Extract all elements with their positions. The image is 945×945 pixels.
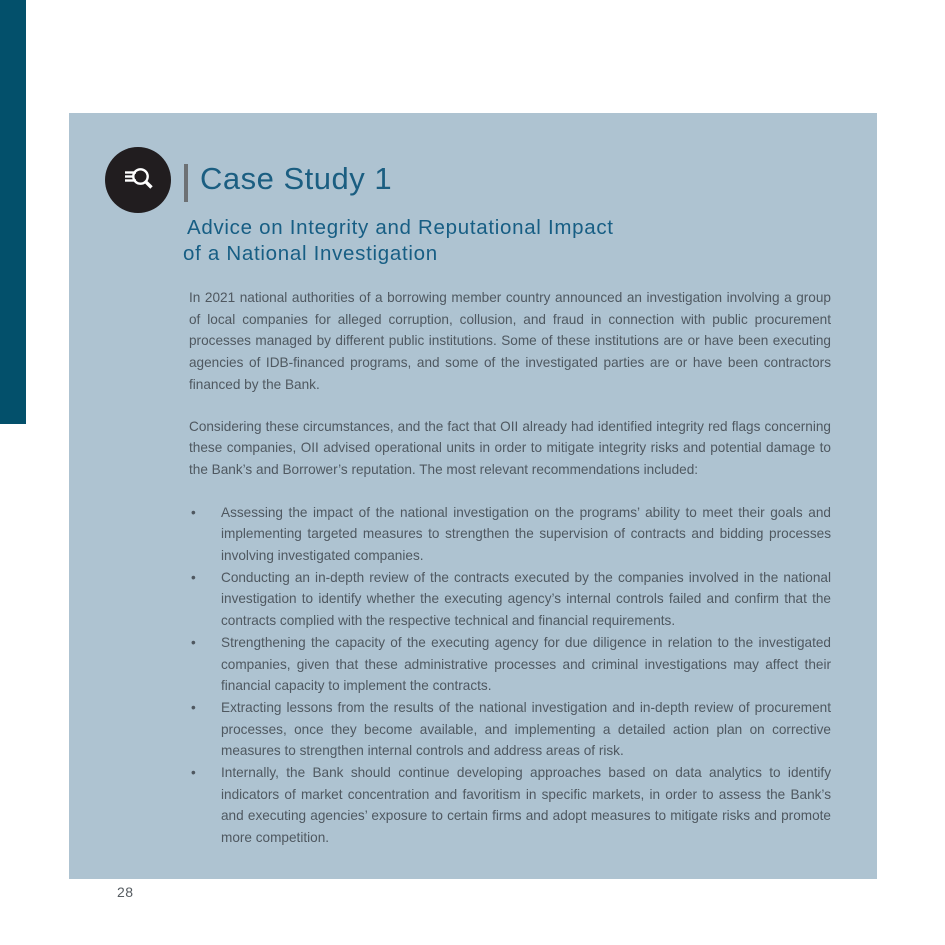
magnifier-search-icon	[105, 147, 171, 213]
bullet-marker: •	[191, 504, 196, 520]
list-item-text: Internally, the Bank should continue developing approaches based on data analytics to identify indicators of market concentration and favoritism in specific markets, in order to assess the Bank’s and executing agencies’ exposure to certain firms and adopt measures to mitigate risks and promote more competition.	[221, 765, 831, 846]
list-item	[189, 762, 831, 849]
list-item-text: Conducting an in-depth review of the contracts executed by the companies involved in the national investigation to identify whether the executing agency’s internal controls failed and confirm that the contracts complied with the respective technical and financial requirements.	[221, 569, 831, 629]
title-divider	[184, 164, 188, 202]
case-study-panel	[69, 113, 877, 879]
list-item	[189, 697, 831, 762]
paragraph: Considering these circumstances, and the fact that OII already had identified integrity red flags concerning these companies, OII advised operational units in order to mitigate integrity risks and potential damage to the Bank’s and Borrower’s reputation. The most relevant recommendations included:	[189, 418, 831, 477]
left-accent-bar	[0, 0, 26, 424]
bullet-marker: •	[191, 634, 196, 650]
list-item	[189, 502, 831, 567]
subtitle-line-1: Advice on Integrity and Reputational Impact	[187, 216, 614, 239]
bullet-marker: •	[191, 765, 196, 781]
list-item	[189, 632, 831, 697]
bullet-marker: •	[191, 699, 196, 715]
magnifier-search-glyph	[118, 160, 158, 200]
page-number: 28	[117, 884, 134, 900]
recommendations-list	[189, 502, 831, 849]
case-study-title: Case Study 1	[200, 161, 393, 196]
list-item-text: Strengthening the capacity of the executing agency for due diligence in relation to the investigated companies, given that these administrative processes and criminal investigations may affect their financial capacity to implement the contracts.	[221, 634, 831, 694]
list-item-text: Assessing the impact of the national investigation on the programs’ ability to meet their goals and implementing targeted measures to strengthen the supervision of contracts and bidding processes involving investigated companies.	[221, 504, 831, 564]
case-study-subtitle	[183, 215, 614, 267]
subtitle-line-2: of a National Investigation	[183, 242, 438, 265]
bullet-marker: •	[191, 569, 196, 585]
case-study-body	[189, 287, 831, 849]
list-item-text: Extracting lessons from the results of the national investigation and in-depth review of procurement processes, once they become available, and implementing a detailed action plan on corrective measures to strengthen internal controls and address areas of risk.	[221, 699, 831, 759]
paragraph: In 2021 national authorities of a borrowing member country announced an investigation involving a group of local companies for alleged corruption, collusion, and fraud in connection with public procurement processes managed by different public institutions. Some of these institutions are or have been executing agencies of IDB-financed programs, and some of the investigated parties are or have been contractors financed by the Bank.	[189, 290, 831, 392]
list-item	[189, 567, 831, 632]
